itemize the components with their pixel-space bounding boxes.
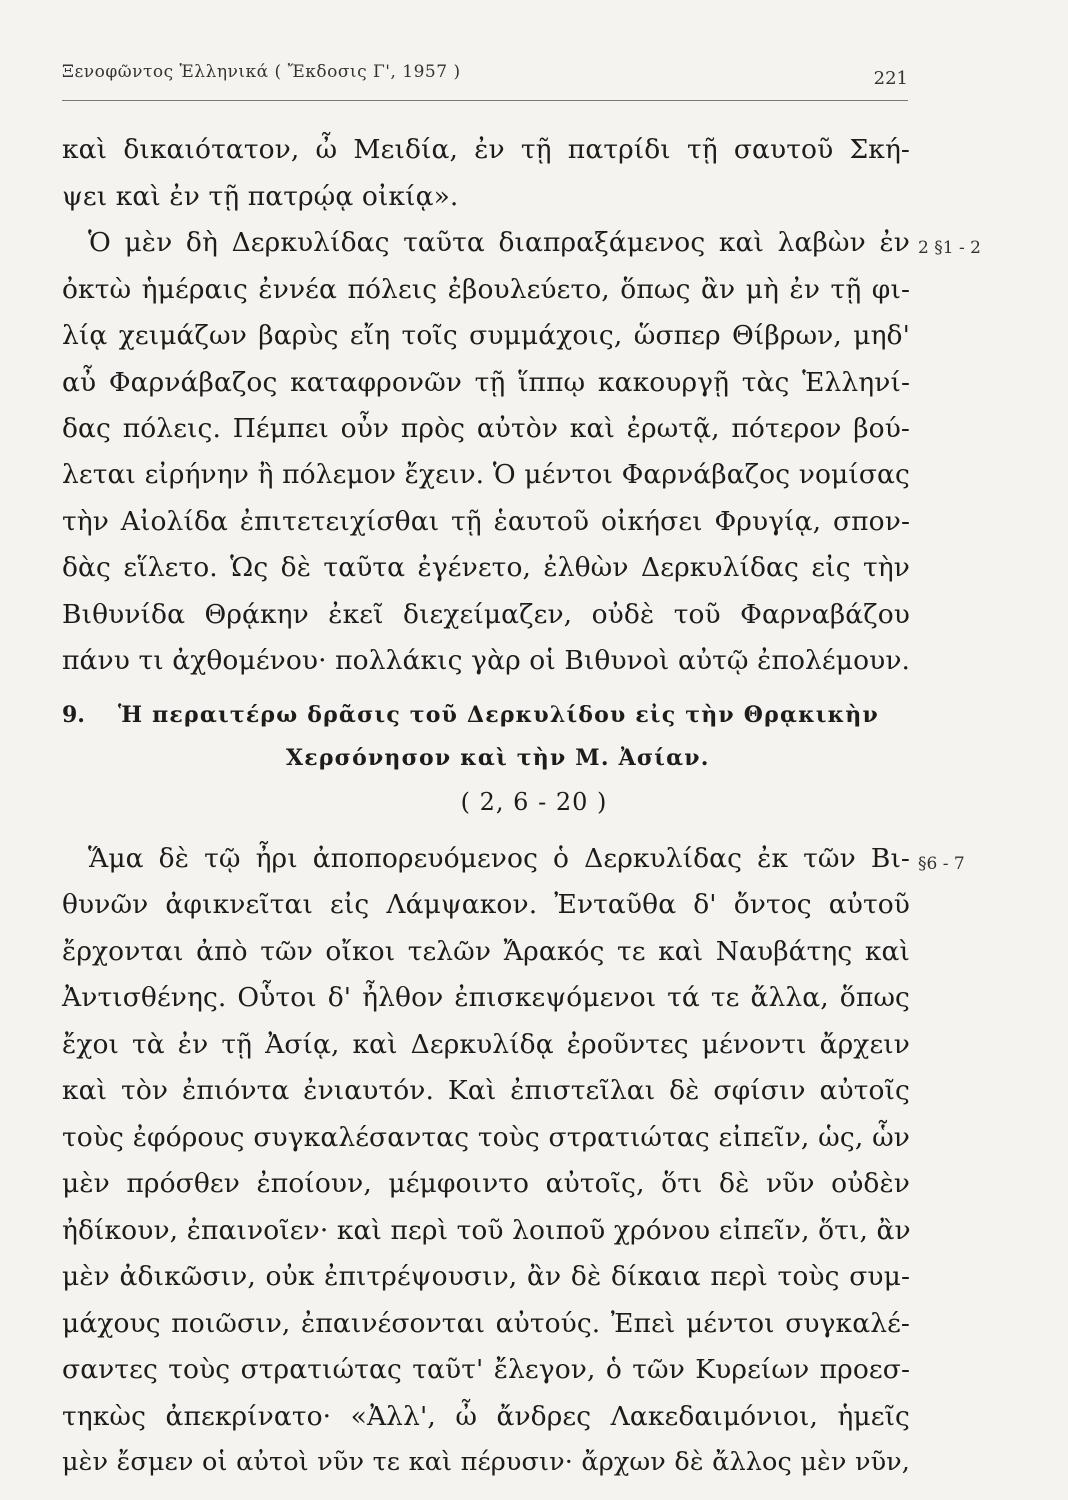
- text-line: καὶ τὸν ἐπιόντα ἐνιαυτόν. Καὶ ἐπιστεῖλαι δὲ σφίσιν αὐτοῖς: [62, 1075, 910, 1106]
- text-line: ἔρχονται ἀπὸ τῶν οἴκοι τελῶν Ἄρακός τε καὶ Ναυβάτης καὶ: [62, 936, 910, 967]
- section-heading-line2: Χερσόνησον καὶ τὴν Μ. Ἀσίαν.: [286, 745, 710, 771]
- text-line: Βιθυνίδα Θρᾴκην ἐκεῖ διεχείμαζεν, οὐδὲ τοῦ Φαρναβάζου: [62, 599, 910, 630]
- section-heading-line1: Ἡ περαιτέρω δρᾶσις τοῦ Δερκυλίδου εἰς τὴν Θρᾳκικὴν: [118, 702, 879, 728]
- text-line: τὴν Αἰολίδα ἐπιτετειχίσθαι τῇ ἑαυτοῦ οἰκήσει Φρυγίᾳ, σπον-: [62, 506, 910, 537]
- text-line: αὖ Φαρνάβαζος καταφρονῶν τῇ ἵππῳ κακουργῇ τὰς Ἑλληνί-: [62, 367, 910, 398]
- section-number: 9.: [62, 702, 85, 728]
- text-line: τηκὼς ἀπεκρίνατο· «Ἀλλ', ὦ ἄνδρες Λακεδαιμόνιοι, ἡμεῖς: [62, 1401, 910, 1432]
- margin-section-note: 2 §1 - 2: [918, 238, 981, 258]
- text-line: δας πόλεις. Πέμπει οὖν πρὸς αὐτὸν καὶ ἐρωτᾷ, πότερον βού-: [62, 413, 910, 444]
- section-reference: ( 2, 6 - 20 ): [460, 788, 608, 816]
- text-line: λεται εἰρήνην ἢ πόλεμον ἔχειν. Ὁ μέντοι Φαρνάβαζος νομίσας: [62, 459, 910, 490]
- text-line: θυνῶν ἀφικνεῖται εἰς Λάμψακον. Ἐνταῦθα δ' ὄντος αὐτοῦ: [62, 889, 910, 920]
- text-line: μάχους ποιῶσιν, ἐπαινέσονται αὐτούς. Ἐπεὶ μέντοι συγκαλέ-: [62, 1308, 910, 1339]
- text-line: τοὺς ἐφόρους συγκαλέσαντας τοὺς στρατιώτας εἰπεῖν, ὡς, ὧν: [62, 1122, 910, 1153]
- text-line: σαντες τοὺς στρατιώτας ταῦτ' ἔλεγον, ὁ τῶν Κυρείων προεσ-: [62, 1354, 910, 1385]
- text-line: μὲν πρόσθεν ἐποίουν, μέμφοιντο αὐτοῖς, ὅτι δὲ νῦν οὐδὲν: [62, 1168, 910, 1199]
- page-number: 221: [873, 68, 908, 89]
- header-rule: [62, 100, 908, 101]
- text-line: Ἅμα δὲ τῷ ἦρι ἀποπορευόμενος ὁ Δερκυλίδας ἐκ τῶν Βι-: [88, 843, 910, 874]
- text-line: καὶ δικαιότατον, ὦ Μειδία, ἐν τῇ πατρίδι τῇ σαυτοῦ Σκή-: [62, 134, 910, 165]
- text-line: δὰς εἵλετο. Ὡς δὲ ταῦτα ἐγένετο, ἐλθὼν Δερκυλίδας εἰς τὴν: [62, 552, 910, 583]
- running-head: Ξενοφῶντος Ἑλληνικά ( Ἔκδοσις Γ', 1957 ): [62, 62, 461, 82]
- text-line: Ἀντισθένης. Οὗτοι δ' ἦλθον ἐπισκεψόμενοι τά τε ἄλλα, ὅπως: [62, 982, 910, 1013]
- text-line: ψει καὶ ἐν τῇ πατρῴᾳ οἰκίᾳ».: [62, 181, 459, 212]
- text-line: ἠδίκουν, ἐπαινοῖεν· καὶ περὶ τοῦ λοιποῦ χρόνου εἰπεῖν, ὅτι, ἂν: [62, 1215, 911, 1246]
- text-line: ἔχοι τὰ ἐν τῇ Ἀσίᾳ, καὶ Δερκυλίδᾳ ἐροῦντες μένοντι ἄρχειν: [62, 1029, 910, 1060]
- text-line: λίᾳ χειμάζων βαρὺς εἴη τοῖς συμμάχοις, ὥσπερ Θίβρων, μηδ': [62, 320, 910, 351]
- text-line: Ὁ μὲν δὴ Δερκυλίδας ταῦτα διαπραξάμενος καὶ λαβὼν ἐν: [88, 227, 910, 258]
- text-line: μὲν ἀδικῶσιν, οὐκ ἐπιτρέψουσιν, ἂν δὲ δίκαια περὶ τοὺς συμ-: [62, 1261, 910, 1292]
- margin-section-note: §6 - 7: [918, 854, 965, 874]
- text-line: ὀκτὼ ἡμέραις ἐννέα πόλεις ἐβουλεύετο, ὅπως ἂν μὴ ἐν τῇ φι-: [62, 274, 910, 305]
- text-line: πάνυ τι ἀχθομένου· πολλάκις γὰρ οἱ Βιθυνοὶ αὐτῷ ἐπολέμουν.: [62, 645, 911, 676]
- text-line: μὲν ἔσμεν οἱ αὐτοὶ νῦν τε καὶ πέρυσιν· ἄρχων δὲ ἄλλος μὲν νῦν,: [62, 1447, 910, 1477]
